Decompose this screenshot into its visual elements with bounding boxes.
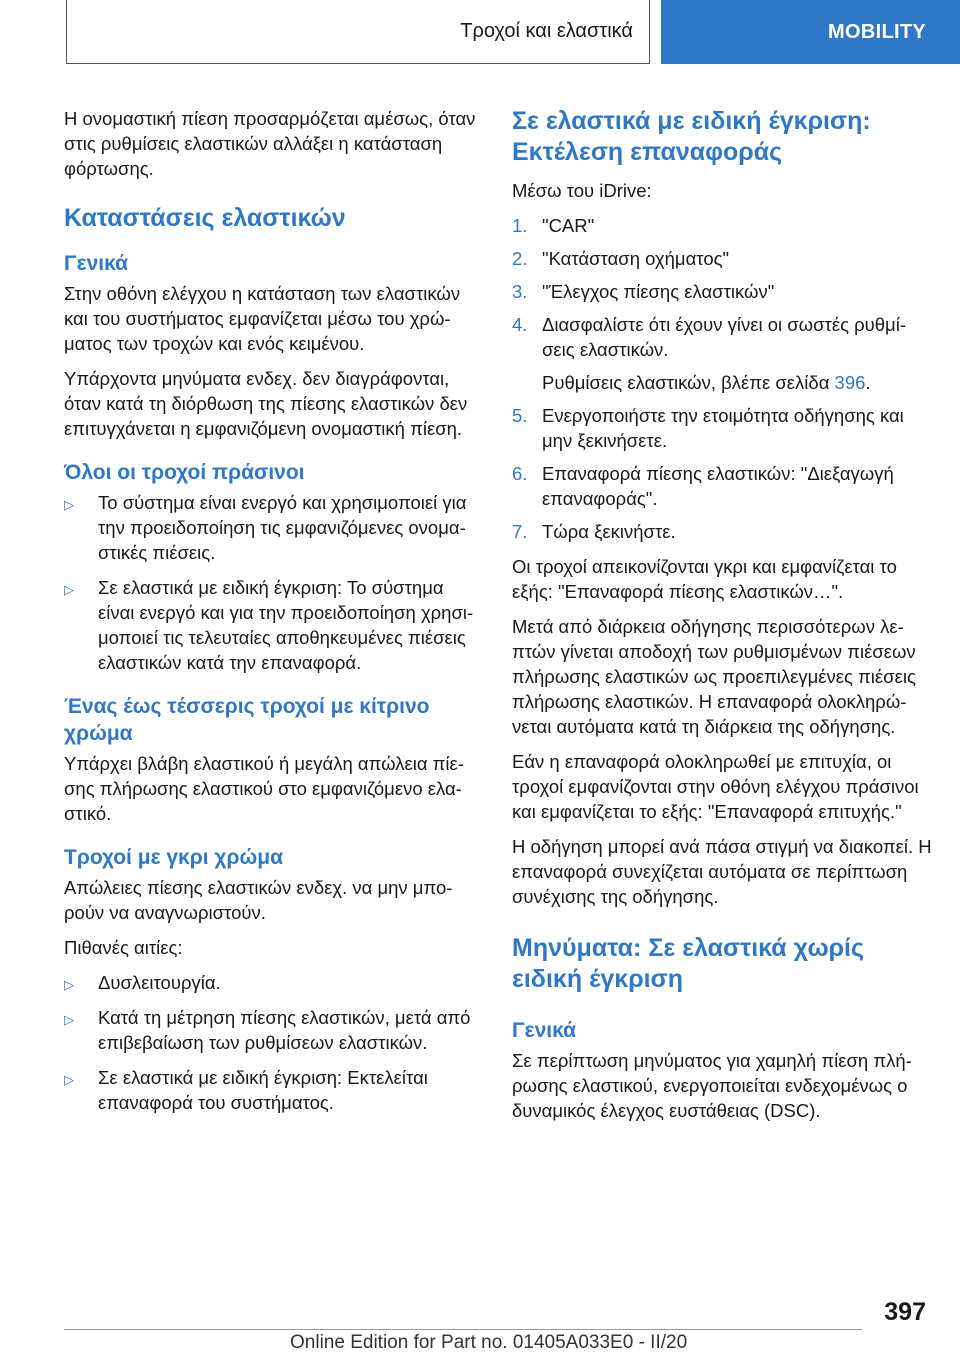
heading-perform-reset: Σε ελαστικά με ειδική έγκριση: Εκτέλεση επαναφοράς bbox=[512, 107, 871, 166]
paragraph: Μέσω του iDrive: bbox=[512, 180, 652, 201]
heading-messages: Μηνύματα: Σε ελαστικά χωρίς ειδική έγκριση bbox=[512, 934, 864, 993]
list-item: ▷ Το σύστημα είναι ενεργό και χρησιμοποιεί για την προειδοποίηση τις εμφανιζόμενες ονομαστικές πιέσεις. bbox=[64, 492, 467, 563]
left-column bbox=[64, 106, 484, 1125]
steps-list bbox=[512, 213, 932, 544]
green-list bbox=[64, 490, 484, 675]
paragraph: Εάν η επαναφορά ολοκληρωθεί με επιτυχία, οι τροχοί εμφανίζονται στην οθόνη ελέγχου πράσινοι και εμφανίζεται το εξής: "Επαναφορά επιτυχής." bbox=[512, 751, 919, 822]
paragraph: Η οδήγηση μπορεί ανά πάσα στιγμή να διακοπεί. Η επαναφορά συνεχίζεται αυτόματα σε περίπτωση συνέχισης της οδήγησης. bbox=[512, 836, 932, 907]
triangle-bullet-icon: ▷ bbox=[64, 977, 74, 992]
step-item: 2. "Κατάσταση οχήματος" bbox=[512, 248, 730, 269]
step-item: 5. Ενεργοποιήστε την ετοιμότητα οδήγησης και μην ξεκινήσετε. bbox=[512, 405, 904, 451]
intro-paragraph: Η ονομαστική πίεση προσαρμόζεται αμέσως, όταν στις ρυθμίσεις ελαστικών αλλάξει η κατάσταση φόρτωσης. bbox=[64, 108, 476, 179]
list-item: ▷ Δυσλειτουργία. bbox=[64, 970, 484, 995]
paragraph: Μετά από διάρκεια οδήγησης περισσότερων λεπτών γίνεται αποδοχή των ρυθμισμένων πιέσεων πλήρωσης ελαστικών ως προεπιλεγμένες πιέσεις πλήρωσης ελαστικών. Η επαναφορά ολοκληρώνεται αυτόματα κατά τη διάρκεια της οδήγησης. bbox=[512, 616, 916, 737]
step-item: 1. "CAR" bbox=[512, 215, 595, 236]
step-item: 4. Διασφαλίστε ότι έχουν γίνει οι σωστές ρυθμίσεις ελαστικών. Ρυθμίσεις ελαστικών, βλέπε σελίδα 396. bbox=[512, 312, 932, 395]
list-item: ▷ Σε ελαστικά με ειδική έγκριση: Εκτελείται επαναφορά του συστήματος. bbox=[64, 1067, 428, 1113]
section-label: MOBILITY bbox=[828, 20, 926, 43]
page-link[interactable]: 396 bbox=[834, 372, 866, 393]
page-number: 397 bbox=[884, 1298, 926, 1326]
grey-list bbox=[64, 970, 484, 1115]
triangle-bullet-icon: ▷ bbox=[64, 497, 74, 512]
header-chapter bbox=[66, 0, 650, 64]
paragraph: Στην οθόνη ελέγχου η κατάσταση των ελαστικών και του συστήματος εμφανίζεται μέσω του χρώματος των τροχών και ενός κειμένου. bbox=[64, 283, 461, 354]
section-tab[interactable] bbox=[661, 0, 960, 64]
list-item: ▷ Κατά τη μέτρηση πίεσης ελαστικών, μετά από επιβεβαίωση των ρυθμίσεων ελαστικών. bbox=[64, 1007, 471, 1053]
triangle-bullet-icon: ▷ bbox=[64, 1012, 74, 1027]
triangle-bullet-icon: ▷ bbox=[64, 582, 74, 597]
paragraph: Υπάρχοντα μηνύματα ενδεχ. δεν διαγράφονται, όταν κατά τη διόρθωση της πίεσης ελαστικών δεν επιτυγχάνεται η εμφανιζόμενη ονομαστική πίεση. bbox=[64, 368, 468, 439]
paragraph: Πιθανές αιτίες: bbox=[64, 937, 183, 958]
triangle-bullet-icon: ▷ bbox=[64, 1072, 74, 1087]
paragraph: Απώλειες πίεσης ελαστικών ενδεχ. να μην μπορούν να αναγνωριστούν. bbox=[64, 877, 453, 923]
heading-general-2: Γενικά bbox=[512, 1019, 577, 1042]
step-item: 3. "Έλεγχος πίεσης ελαστικών" bbox=[512, 281, 775, 302]
heading-general: Γενικά bbox=[64, 252, 129, 275]
heading-all-green: Όλοι οι τροχοί πράσινοι bbox=[64, 461, 305, 484]
step-item: 6. Επαναφορά πίεσης ελαστικών: "Διεξαγωγή επαναφοράς". bbox=[512, 463, 894, 509]
chapter-title: Τροχοί και ελαστικά bbox=[460, 20, 633, 42]
paragraph: Οι τροχοί απεικονίζονται γκρι και εμφανίζεται το εξής: "Επαναφορά πίεσης ελαστικών…". bbox=[512, 556, 897, 602]
step-item: 7. Τώρα ξεκινήστε. bbox=[512, 521, 676, 542]
paragraph: Υπάρχει βλάβη ελαστικού ή μεγάλη απώλεια πίεσης πλήρωσης ελαστικού στο εμφανιζόμενο ελαστικό. bbox=[64, 753, 464, 824]
footer-divider bbox=[64, 1329, 862, 1330]
heading-tire-status: Καταστάσεις ελαστικών bbox=[64, 204, 346, 232]
right-column bbox=[512, 106, 932, 1133]
heading-yellow: Ένας έως τέσσερις τροχοί με κίτρινο χρώμα bbox=[64, 695, 430, 745]
step-note: Ρυθμίσεις ελαστικών, βλέπε σελίδα 396. bbox=[542, 372, 871, 393]
heading-grey: Τροχοί με γκρι χρώμα bbox=[64, 846, 283, 869]
footer-edition: Online Edition for Part no. 01405A033E0 - II/20 bbox=[290, 1332, 688, 1353]
list-item: ▷ Σε ελαστικά με ειδική έγκριση: Το σύστημα είναι ενεργό και για την προειδοποίηση χρησιμοποιεί τις τελευταίες αποθηκευμένες πιέσεις ελαστικών κατά την επαναφορά. bbox=[64, 577, 474, 673]
paragraph: Σε περίπτωση μηνύματος για χαμηλή πίεση πλήρωσης ελαστικού, ενεργοποιείται ενδεχομένως ο δυναμικός έλεγχος ευστάθειας (DSC). bbox=[512, 1050, 912, 1121]
